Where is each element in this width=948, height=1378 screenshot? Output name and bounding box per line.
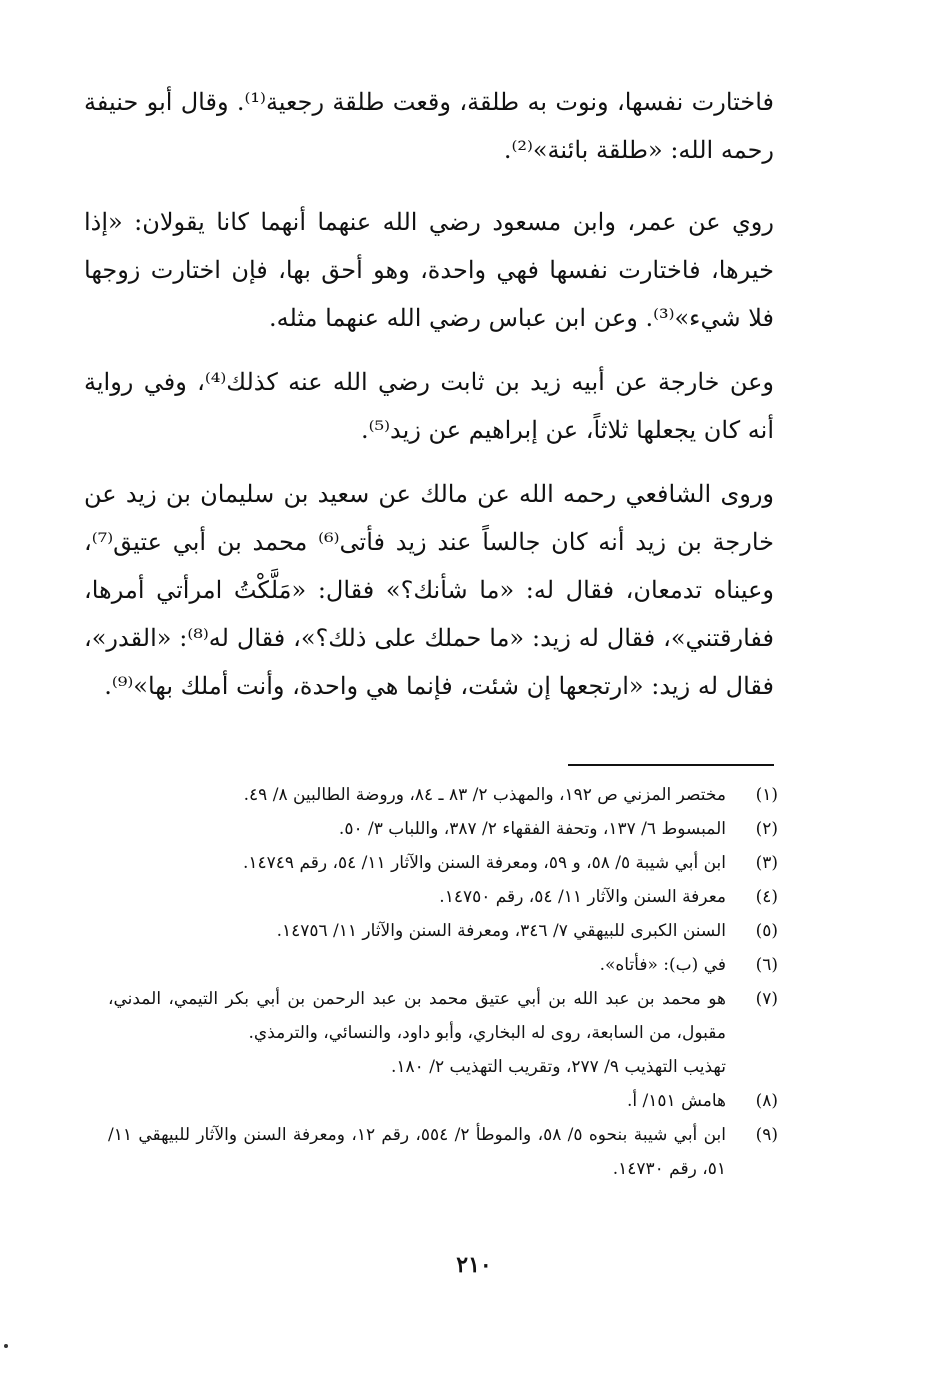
footnote-1 [108, 778, 778, 812]
footnote-number: (٩) [755, 1125, 778, 1145]
footnote-6 [108, 948, 778, 982]
footnote-3 [108, 846, 778, 880]
footnote-text: معرفة السنن والآثار ١١/ ٥٤، رقم ١٤٧٥٠. [439, 887, 726, 907]
footnote-text: ابن أبي شيبة ٥/ ٥٨، و ٥٩، ومعرفة السنن والآثار ١١/ ٥٤، رقم ١٤٧٤٩. [242, 853, 726, 873]
footnote-2 [108, 812, 778, 846]
footnote-text: في (ب): «فأتاه». [599, 955, 726, 975]
footnote-subtext: تهذيب التهذيب ٩/ ٢٧٧، وتقريب التهذيب ٢/ ١٨٠. [391, 1057, 726, 1077]
footnote-text-block [108, 982, 726, 1084]
footnote-text: المبسوط ٦/ ١٣٧، وتحفة الفقهاء ٢/ ٣٨٧، واللباب ٣/ ٥٠. [338, 819, 726, 839]
footnote-text: ابن أبي شيبة بنحوه ٥/ ٥٨، والموطأ ٢/ ٥٥٤، رقم ١٢، ومعرفة السنن والآثار للبيهقي ١١/ ٥١، رقم ١٤٧٣٠. [108, 1125, 726, 1179]
page-number: ٢١٠ [456, 1252, 492, 1278]
footnote-text: مختصر المزني ص ١٩٢، والمهذب ٢/ ٨٣ ـ ٨٤، وروضة الطالبين ٨/ ٤٩. [243, 785, 726, 805]
footnote-8 [108, 1084, 778, 1118]
scan-speck [4, 1344, 8, 1348]
footnote-number: (٨) [755, 1091, 778, 1111]
footnote-9 [108, 1118, 778, 1186]
footnote-text: هامش ١٥١/ أ. [627, 1091, 726, 1111]
paragraph-2: روي عن عمر، وابن مسعود رضي الله عنهما أنهما كانا يقولان: «إذا خيرها، فاختارت نفسها فهي واحدة، وهو أحق بها، فإن اختارت زوجها فلا شيء»⁽³⁾. وعن ابن عباس رضي الله عنهما مثله. [84, 208, 774, 332]
footnote-number: (٥) [755, 921, 778, 941]
paragraph-4: وروى الشافعي رحمه الله عن مالك عن سعيد بن سليمان بن زيد عن خارجة بن زيد أنه كان جالساً عند زيد فأتى⁽⁶⁾ محمد بن أبي عتيق⁽⁷⁾، وعيناه تدمعان، فقال له: «ما شأنك؟» فقال: «مَلَّكْتُ امرأتي أمرها، ففارقتني»، فقال له زيد: «ما حملك على ذلك؟»، فقال له⁽⁸⁾: «القدر»، فقال له زيد: «ارتجعها إن شئت، فإنما هي واحدة، وأنت أملك بها»⁽⁹⁾. [84, 480, 774, 700]
footnote-number: (٣) [755, 853, 778, 873]
footnote-number: (٧) [755, 989, 778, 1009]
footnote-number: (١) [755, 785, 778, 805]
footnote-separator [568, 764, 774, 766]
footnote-text: السنن الكبرى للبيهقي ٧/ ٣٤٦، ومعرفة السنن والآثار ١١/ ١٤٧٥٦. [276, 921, 726, 941]
footnote-number: (٢) [755, 819, 778, 839]
footnotes [108, 778, 778, 1186]
footnote-text: هو محمد بن عبد الله بن أبي عتيق محمد بن عبد الرحمن بن أبي بكر التيمي، المدني، مقبول، من السابعة، روى له البخاري، وأبو داود، والنسائي، والترمذي. [108, 989, 726, 1043]
footnote-5 [108, 914, 778, 948]
paragraph-3: وعن خارجة عن أبيه زيد بن ثابت رضي الله عنه كذلك⁽⁴⁾، وفي رواية أنه كان يجعلها ثلاثاً، عن إبراهيم عن زيد⁽⁵⁾. [84, 368, 774, 444]
footnote-number: (٤) [755, 887, 778, 907]
footnote-number: (٦) [755, 955, 778, 975]
paragraph-1: فاختارت نفسها، ونوت به طلقة، وقعت طلقة رجعية⁽¹⁾. وقال أبو حنيفة رحمه الله: «طلقة بائنة»⁽²⁾. [84, 88, 774, 164]
footnote-7 [108, 982, 778, 1084]
footnote-4 [108, 880, 778, 914]
